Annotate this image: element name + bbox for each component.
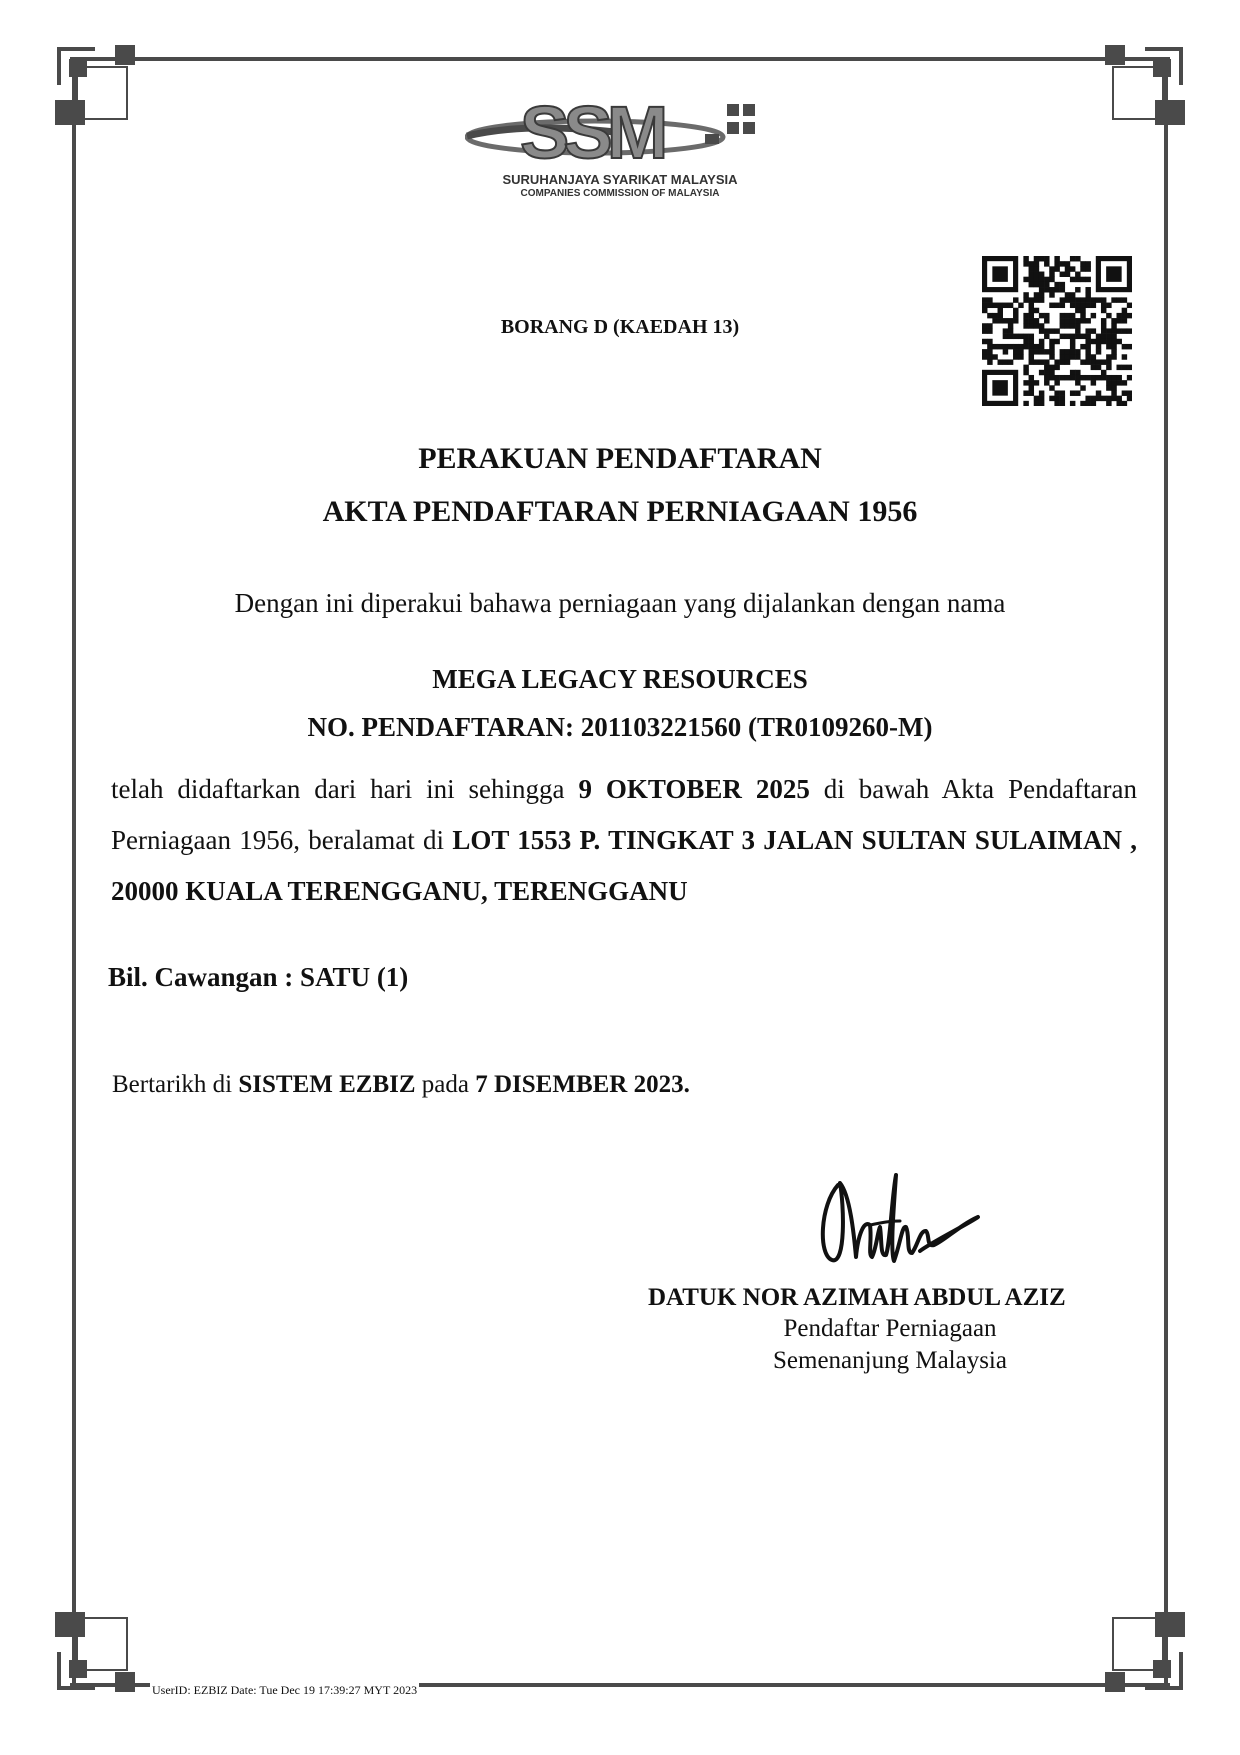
form-label: BORANG D (KAEDAH 13): [500, 316, 740, 338]
signatory-title-1: Pendaftar Perniagaan: [783, 1315, 997, 1342]
logo-line1: SURUHANJAYA SYARIKAT MALAYSIA: [502, 172, 738, 187]
signature-image: [810, 1165, 990, 1285]
footer-user-info: UserID: EZBIZ Date: Tue Dec 19 17:39:27 MYT 2023: [152, 1683, 418, 1697]
dated-date: 7 DISEMBER 2023.: [475, 1071, 690, 1098]
corner-ornament-top-left: [55, 45, 135, 125]
dated-middle: pada: [415, 1071, 476, 1098]
certificate-title-line2: AKTA PENDAFTARAN PERNIAGAAN 1956: [322, 495, 918, 528]
corner-ornament-top-right: [1105, 45, 1185, 125]
business-name: MEGA LEGACY RESOURCES: [432, 664, 808, 694]
frame-left: [72, 57, 76, 1687]
certificate-title-line1: PERAKUAN PENDAFTARAN: [418, 442, 822, 475]
registration-text-part2: di bawah Akta Pendaftaran Perniagaan 1956, beralamat di: [111, 774, 1138, 855]
signatory-title-2: Semenanjung Malaysia: [773, 1347, 1007, 1374]
ssm-logo-icon: [465, 92, 785, 172]
registration-text-part1: telah didaftarkan dari hari ini sehingga: [111, 774, 579, 804]
branch-label: Bil. Cawangan :: [108, 962, 301, 992]
frame-top: [70, 57, 1170, 61]
frame-right: [1164, 57, 1168, 1687]
business-address: LOT 1553 P. TINGKAT 3 JALAN SULTAN SULAIMAN , 20000 KUALA TERENGGANU, TERENGGANU: [111, 825, 1137, 906]
registration-paragraph: [111, 764, 1137, 917]
dated-line: [112, 1071, 690, 1099]
corner-ornament-bottom-right: [1105, 1612, 1185, 1692]
dated-system: SISTEM EZBIZ: [238, 1071, 416, 1098]
ssm-logo: [465, 92, 785, 202]
branch-value: SATU (1): [300, 962, 409, 992]
registration-number: NO. PENDAFTARAN: 201103221560 (TR0109260-M): [307, 712, 933, 742]
signatory-name: DATUK NOR AZIMAH ABDUL AZIZ: [648, 1284, 1066, 1311]
branch-count: [108, 962, 408, 993]
expiry-date: 9 OKTOBER 2025: [578, 774, 810, 804]
logo-letters: SSM: [520, 92, 663, 172]
intro-text: Dengan ini diperakui bahawa perniagaan yang dijalankan dengan nama: [234, 588, 1006, 618]
dated-prefix: Bertarikh di: [112, 1071, 239, 1098]
logo-line2: COMPANIES COMMISSION OF MALAYSIA: [520, 188, 720, 199]
corner-ornament-bottom-left: [55, 1612, 135, 1692]
